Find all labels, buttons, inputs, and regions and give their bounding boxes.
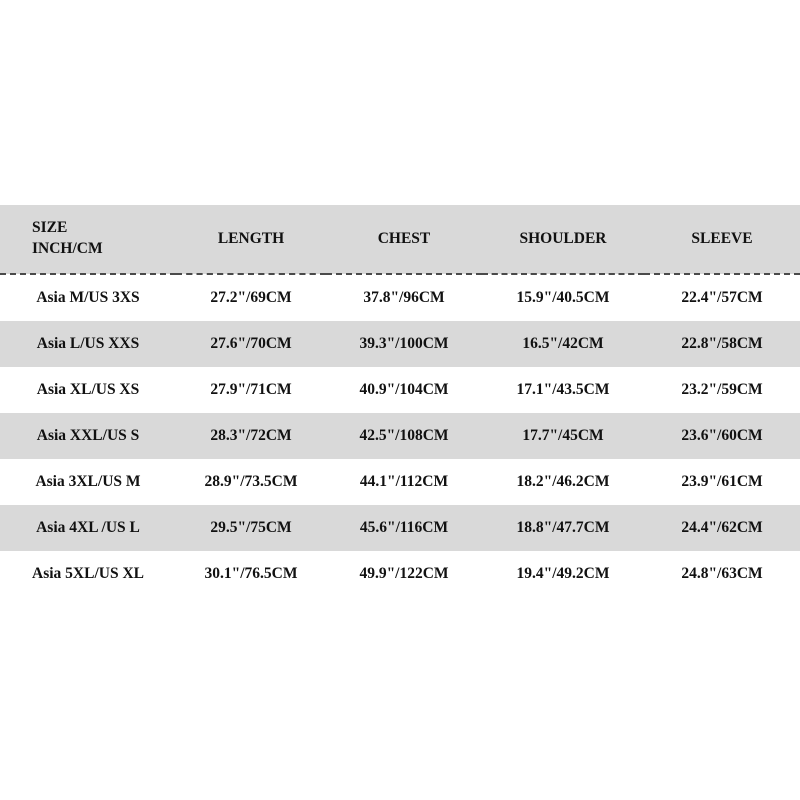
cell-size: Asia 4XL /US L: [36, 519, 140, 536]
cell-sleeve: 24.4"/62CM: [681, 519, 763, 536]
size-chart-table: [0, 205, 800, 597]
cell-length: 28.9"/73.5CM: [204, 473, 298, 490]
cell-length: 30.1"/76.5CM: [204, 565, 298, 582]
cell-sleeve: 22.8"/58CM: [681, 335, 763, 352]
cell-chest: 40.9"/104CM: [359, 381, 449, 398]
cell-size: Asia M/US 3XS: [36, 289, 140, 306]
cell-size: Asia 3XL/US M: [35, 473, 141, 490]
table-header-row: [0, 205, 800, 274]
table-row: [0, 367, 800, 413]
table-row: [0, 274, 800, 321]
cell-chest: 44.1"/112CM: [359, 473, 449, 490]
table-row: [0, 551, 800, 597]
table-body: [0, 274, 800, 597]
cell-sleeve: 23.9"/61CM: [681, 473, 763, 490]
cell-size: Asia L/US XXS: [36, 335, 140, 352]
cell-shoulder: 17.7"/45CM: [522, 427, 604, 444]
cell-chest: 45.6"/116CM: [359, 519, 449, 536]
cell-chest: 39.3"/100CM: [359, 335, 449, 352]
cell-chest: 42.5"/108CM: [359, 427, 449, 444]
cell-sleeve: 23.2"/59CM: [681, 381, 763, 398]
cell-size: Asia 5XL/US XL: [32, 565, 144, 582]
column-header-size-line1: SIZE: [32, 219, 68, 237]
cell-shoulder: 18.2"/46.2CM: [516, 473, 610, 490]
cell-size: Asia XXL/US S: [36, 427, 140, 444]
cell-chest: 49.9"/122CM: [359, 565, 449, 582]
cell-shoulder: 19.4"/49.2CM: [516, 565, 610, 582]
table-row: [0, 505, 800, 551]
column-header-shoulder: SHOULDER: [482, 205, 644, 274]
table-header: [0, 205, 800, 274]
cell-length: 27.9"/71CM: [210, 381, 292, 398]
cell-shoulder: 16.5"/42CM: [522, 335, 604, 352]
cell-shoulder: 15.9"/40.5CM: [516, 289, 610, 306]
cell-size: Asia XL/US XS: [36, 381, 140, 398]
table-row: [0, 321, 800, 367]
cell-chest: 37.8"/96CM: [363, 289, 445, 306]
column-header-size-line2: INCH/CM: [32, 240, 103, 257]
column-header-sleeve: SLEEVE: [644, 205, 800, 274]
cell-length: 27.6"/70CM: [210, 335, 292, 352]
cell-sleeve: 23.6"/60CM: [681, 427, 763, 444]
table-row: [0, 459, 800, 505]
cell-shoulder: 18.8"/47.7CM: [516, 519, 610, 536]
table-row: [0, 413, 800, 459]
cell-sleeve: 24.8"/63CM: [681, 565, 763, 582]
column-header-chest: CHEST: [326, 205, 482, 274]
cell-shoulder: 17.1"/43.5CM: [516, 381, 610, 398]
size-chart-container: [0, 205, 800, 597]
cell-sleeve: 22.4"/57CM: [681, 289, 763, 306]
column-header-size: [0, 205, 176, 274]
cell-length: 27.2"/69CM: [210, 289, 292, 306]
cell-length: 29.5"/75CM: [210, 519, 292, 536]
column-header-length: LENGTH: [176, 205, 326, 274]
cell-length: 28.3"/72CM: [210, 427, 292, 444]
